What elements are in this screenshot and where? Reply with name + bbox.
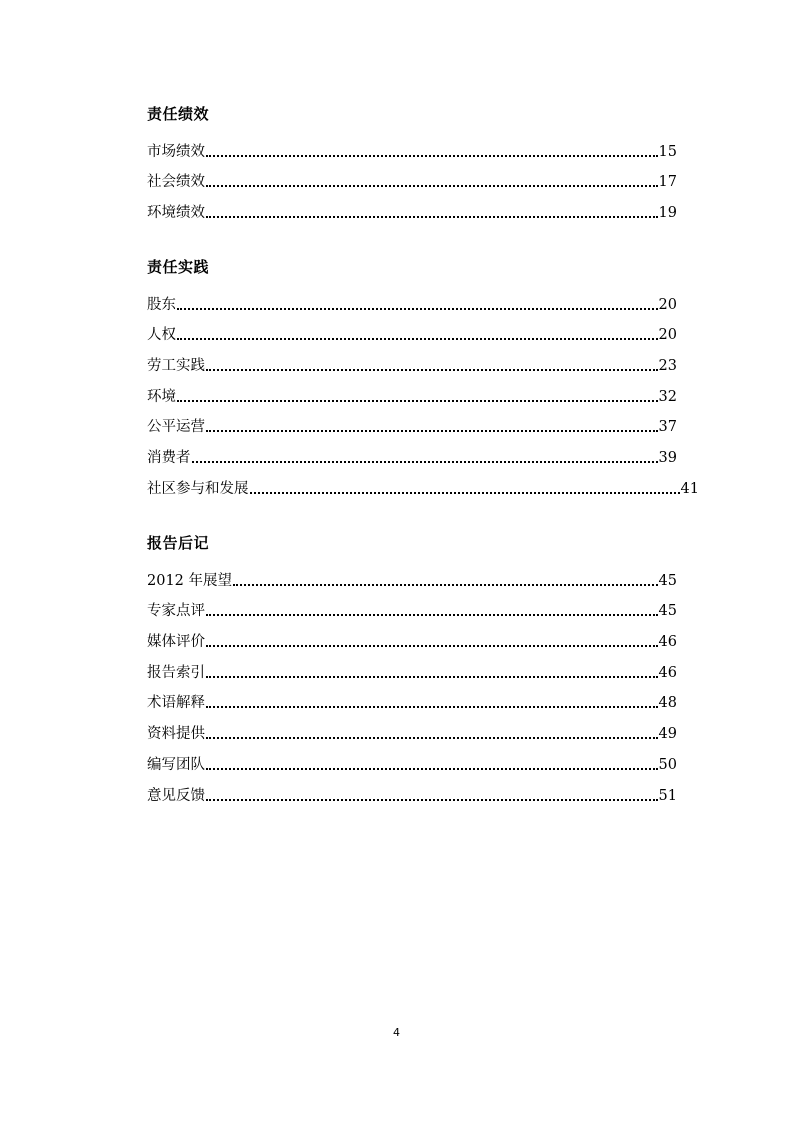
section-heading: 责任绩效 [147,105,210,123]
toc-entry-title: 环境绩效 [147,205,205,222]
toc-entry-page: 20 [658,296,677,313]
toc-entry[interactable] [147,161,677,192]
toc-entry-title: 公平运营 [147,419,205,436]
toc-entry-page: 32 [658,388,677,405]
toc-entry[interactable] [147,375,677,406]
toc-entry[interactable] [147,130,677,161]
toc-entry-title: 市场绩效 [147,143,205,160]
toc-entry-title: 专家点评 [147,603,205,620]
dot-leader [206,737,658,739]
toc-entry-page: 46 [658,634,677,651]
toc-entry[interactable] [147,774,677,805]
toc-entry[interactable] [147,406,677,437]
toc-entry-title: 报告索引 [147,664,205,681]
toc-entry[interactable] [147,314,677,345]
dot-leader [233,584,658,586]
toc-entry-title: 社会绩效 [147,174,205,191]
dot-leader [177,308,658,310]
toc-entry-page: 46 [658,664,677,681]
toc-entry-page: 41 [680,480,699,497]
dot-leader [206,799,658,801]
section-heading: 报告后记 [147,534,210,552]
toc-entry-title: 环境 [147,388,176,405]
toc-entry-title: 意见反馈 [147,787,205,804]
toc-section-responsibility-practice [147,257,699,498]
dot-leader [206,768,658,770]
toc-entry-page: 45 [658,572,677,589]
toc-entry[interactable] [147,651,677,682]
toc-entry[interactable] [147,590,677,621]
toc-entry[interactable] [147,682,677,713]
dot-leader [177,400,658,402]
toc-entry-page: 45 [658,603,677,620]
toc-entry-page: 23 [658,358,677,375]
toc-entry-title: 媒体评价 [147,634,205,651]
dot-leader [206,614,658,616]
toc-entry-page: 49 [658,726,677,743]
toc-entry[interactable] [147,559,677,590]
toc-entry-page: 50 [658,756,677,773]
dot-leader [206,676,658,678]
toc-entry-title: 编写团队 [147,756,205,773]
toc-list [147,283,699,498]
dot-leader [206,645,658,647]
toc-entry[interactable] [147,283,677,314]
toc-entry[interactable] [147,467,699,498]
dot-leader [206,369,658,371]
toc-entry-title: 2012 年展望 [147,572,233,589]
dot-leader [192,461,658,463]
dot-leader [206,155,658,157]
toc-entry-page: 19 [658,205,677,222]
toc-entry-page: 37 [658,419,677,436]
toc-list [147,130,677,222]
toc-entry-title: 人权 [147,327,176,344]
toc-entry-page: 51 [658,787,677,804]
toc-entry[interactable] [147,436,677,467]
toc-section-responsibility-performance [147,104,677,222]
toc-entry-title: 社区参与和发展 [147,480,249,497]
toc-entry-title: 消费者 [147,450,191,467]
toc-entry-title: 资料提供 [147,726,205,743]
dot-leader [206,706,658,708]
toc-entry-page: 17 [658,174,677,191]
toc-entry-page: 15 [658,143,677,160]
dot-leader [177,338,658,340]
dot-leader [206,430,658,432]
toc-entry-page: 48 [658,695,677,712]
toc-list [147,559,677,805]
dot-leader [206,185,658,187]
toc-entry-page: 20 [658,327,677,344]
toc-section-report-afterword [147,533,677,805]
toc-entry[interactable] [147,712,677,743]
toc-entry-title: 劳工实践 [147,358,205,375]
toc-entry[interactable] [147,191,677,222]
toc-entry[interactable] [147,620,677,651]
toc-entry-page: 39 [658,450,677,467]
page-number: 4 [393,1026,400,1039]
toc-entry[interactable] [147,344,677,375]
dot-leader [206,216,658,218]
dot-leader [250,492,680,494]
toc-entry-title: 股东 [147,296,176,313]
section-heading: 责任实践 [147,258,210,276]
toc-entry[interactable] [147,743,677,774]
toc-entry-title: 术语解释 [147,695,205,712]
